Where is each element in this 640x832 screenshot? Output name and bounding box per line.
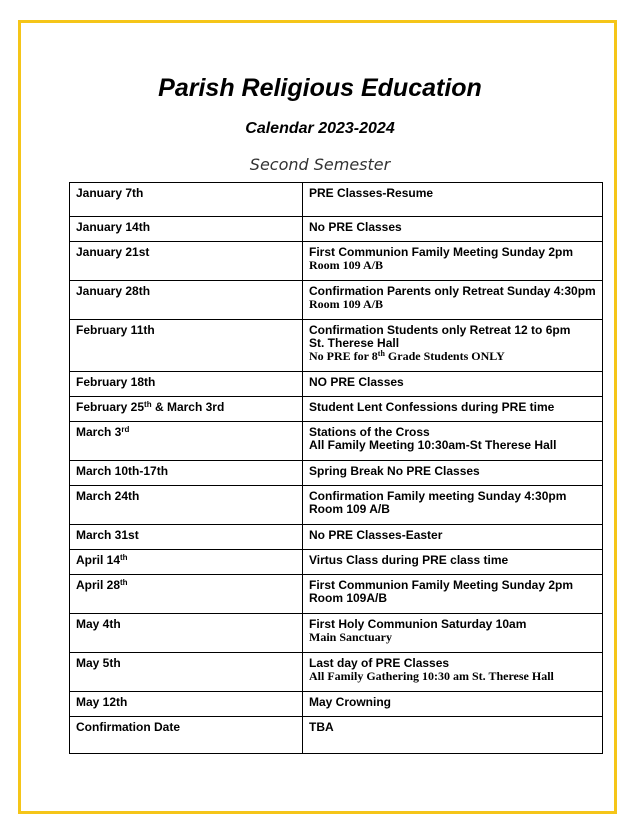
- table-row: [70, 486, 603, 525]
- table-row: [70, 550, 603, 575]
- calendar-table: [69, 182, 603, 754]
- date-cell: January 7th: [70, 183, 303, 217]
- date-cell: February 25th & March 3rd: [70, 397, 303, 422]
- event-cell: No PRE Classes: [303, 217, 603, 242]
- table-row: [70, 183, 603, 217]
- event-cell: Confirmation Students only Retreat 12 to 6pm St. Therese Hall No PRE for 8th Grade Students ONLY: [303, 320, 603, 372]
- date-cell: April 28th: [70, 575, 303, 614]
- event-cell: Confirmation Parents only Retreat Sunday 4:30pm Room 109 A/B: [303, 281, 603, 320]
- table-row: [70, 372, 603, 397]
- event-cell: Student Lent Confessions during PRE time: [303, 397, 603, 422]
- date-cell: Confirmation Date: [70, 717, 303, 754]
- page-title: Parish Religious Education: [158, 74, 482, 102]
- table-row: [70, 320, 603, 372]
- table-row: [70, 217, 603, 242]
- event-cell: NO PRE Classes: [303, 372, 603, 397]
- calendar-subtitle: Calendar 2023-2024: [245, 120, 395, 137]
- table-row: [70, 461, 603, 486]
- event-cell: Last day of PRE Classes All Family Gathering 10:30 am St. Therese Hall: [303, 653, 603, 692]
- date-cell: May 12th: [70, 692, 303, 717]
- event-cell: First Communion Family Meeting Sunday 2pm Room 109 A/B: [303, 242, 603, 281]
- table-row: [70, 422, 603, 461]
- event-cell: First Holy Communion Saturday 10am Main Sanctuary: [303, 614, 603, 653]
- event-cell: Virtus Class during PRE class time: [303, 550, 603, 575]
- event-cell: May Crowning: [303, 692, 603, 717]
- event-cell: TBA: [303, 717, 603, 754]
- table-row: [70, 692, 603, 717]
- event-cell: Stations of the Cross All Family Meeting 10:30am-St Therese Hall: [303, 422, 603, 461]
- date-cell: April 14th: [70, 550, 303, 575]
- table-row: [70, 281, 603, 320]
- date-cell: March 24th: [70, 486, 303, 525]
- date-cell: January 28th: [70, 281, 303, 320]
- event-cell: Confirmation Family meeting Sunday 4:30pm Room 109 A/B: [303, 486, 603, 525]
- date-cell: May 5th: [70, 653, 303, 692]
- event-cell: Spring Break No PRE Classes: [303, 461, 603, 486]
- table-row: [70, 575, 603, 614]
- table-row: [70, 614, 603, 653]
- date-cell: February 18th: [70, 372, 303, 397]
- date-cell: May 4th: [70, 614, 303, 653]
- date-cell: February 11th: [70, 320, 303, 372]
- date-cell: January 21st: [70, 242, 303, 281]
- event-cell: First Communion Family Meeting Sunday 2pm Room 109A/B: [303, 575, 603, 614]
- date-cell: January 14th: [70, 217, 303, 242]
- date-cell: March 10th-17th: [70, 461, 303, 486]
- event-cell: No PRE Classes-Easter: [303, 525, 603, 550]
- table-row: [70, 397, 603, 422]
- semester-heading: Second Semester: [249, 155, 391, 174]
- table-row: [70, 242, 603, 281]
- table-row: [70, 653, 603, 692]
- table-row: [70, 525, 603, 550]
- date-cell: March 31st: [70, 525, 303, 550]
- date-cell: March 3rd: [70, 422, 303, 461]
- event-cell: PRE Classes-Resume: [303, 183, 603, 217]
- table-row: [70, 717, 603, 754]
